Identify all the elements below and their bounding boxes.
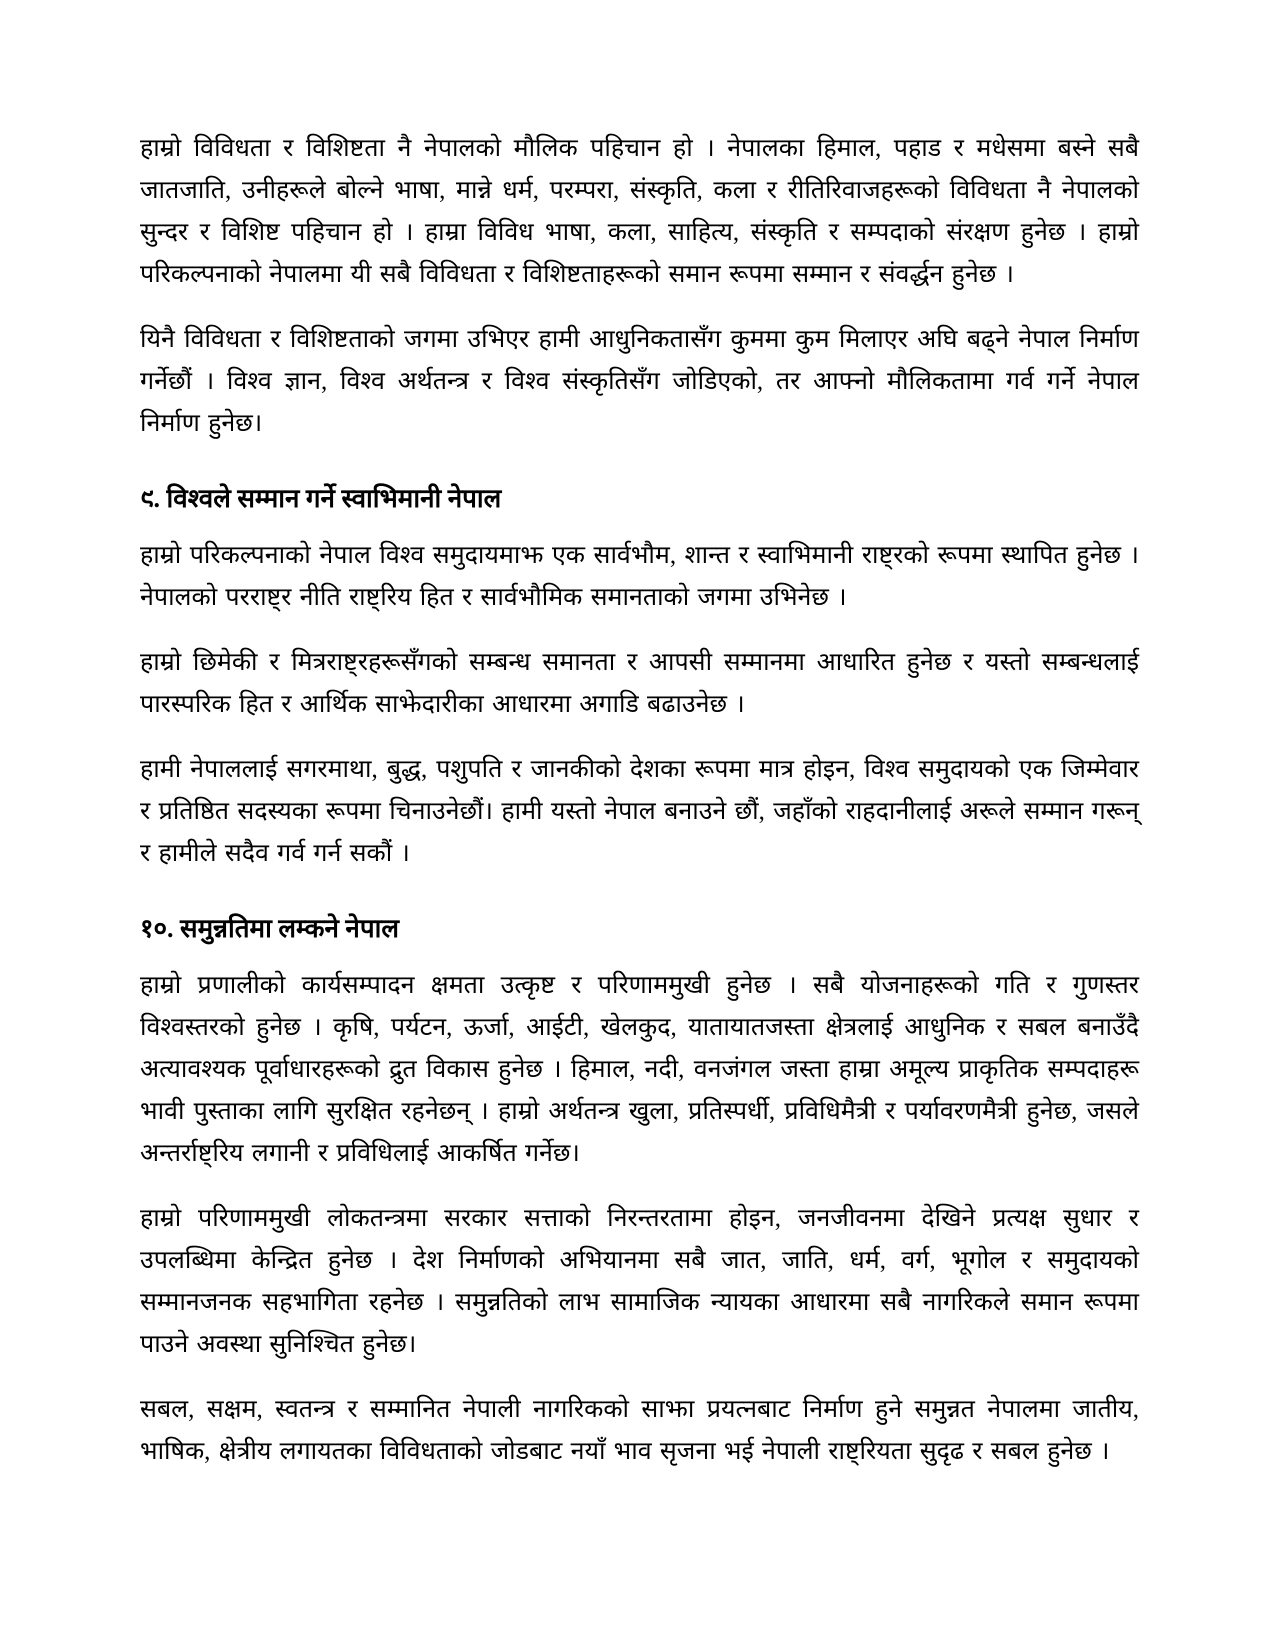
paragraph-diversity-identity: हाम्रो विविधता र विशिष्टता नै नेपालको मौलिक पहिचान हो । नेपालका हिमाल, पहाड र मधेसमा बस्ने सबै जातजाति, उनीहरूले बोल्ने भाषा, मान्ने धर्म, परम्परा, संस्कृति, कला र रीतिरिवाजहरूको विविधता नै नेपालको सुन्दर र विशिष्ट पहिचान हो । हाम्रा विविध भाषा, कला, साहित्य, संस्कृति र सम्पदाको संरक्षण हुनेछ । हाम्रो परिकल्पनाको नेपालमा यी सबै विविधता र विशिष्टताहरूको समान रूपमा सम्मान र संवर्द्धन हुनेछ । xyxy=(140,135,1139,288)
paragraph-modern-nepal: यिनै विविधता र विशिष्टताको जगमा उभिएर हामी आधुनिकतासँग कुममा कुम मिलाएर अघि बढ्ने नेपाल निर्माण गर्नेछौं । विश्व ज्ञान, विश्व अर्थतन्त्र र विश्व संस्कृतिसँग जोडिएको, तर आफ्नो मौलिकतामा गर्व गर्ने नेपाल निर्माण हुनेछ। xyxy=(140,326,1139,437)
paragraph-result-democracy: हाम्रो परिणाममुखी लोकतन्त्रमा सरकार सत्ताको निरन्तरतामा होइन, जनजीवनमा देखिने प्रत्यक्ष सुधार र उपलब्धिमा केन्द्रित हुनेछ । देश निर्माणको अभियानमा सबै जात, जाति, धर्म, वर्ग, भूगोल र समुदायको सम्मानजनक सहभागिता रहनेछ । समुन्नतिको लाभ सामाजिक न्यायका आधारमा सबै नागरिकले समान रूपमा पाउने अवस्था सुनिश्चित हुनेछ। xyxy=(140,1205,1139,1358)
paragraph-national-unity: सबल, सक्षम, स्वतन्त्र र सम्मानित नेपाली नागरिकको साझा प्रयत्नबाट निर्माण हुने समुन्नत नेपालमा जातीय, भाषिक, क्षेत्रीय लगायतका विविधताको जोडबाट नयाँ भाव सृजना भई नेपाली राष्ट्रियता सुदृढ र सबल हुनेछ । xyxy=(140,1396,1139,1465)
paragraph-performance-infra: हाम्रो प्रणालीको कार्यसम्पादन क्षमता उत्कृष्ट र परिणाममुखी हुनेछ । सबै योजनाहरूको गति र गुणस्तर विश्वस्तरको हुनेछ । कृषि, पर्यटन, ऊर्जा, आईटी, खेलकुद, यातायातजस्ता क्षेत्रलाई आधुनिक र सबल बनाउँदै अत्यावश्यक पूर्वाधारहरूको द्रुत विकास हुनेछ । हिमाल, नदी, वनजंगल जस्ता हाम्रा अमूल्य प्राकृतिक सम्पदाहरू भावी पुस्ताका लागि सुरक्षित रहनेछन् । हाम्रो अर्थतन्त्र खुला, प्रतिस्पर्धी, प्रविधिमैत्री र पर्यावरणमैत्री हुनेछ, जसले अन्तर्राष्ट्रिय लगानी र प्रविधिलाई आकर्षित गर्नेछ। xyxy=(140,972,1139,1167)
document-body xyxy=(140,128,1139,1473)
paragraph-global-identity: हामी नेपाललाई सगरमाथा, बुद्ध, पशुपति र जानकीको देशका रूपमा मात्र होइन, विश्व समुदायको एक जिम्मेवार र प्रतिष्ठित सदस्यका रूपमा चिनाउनेछौं। हामी यस्तो नेपाल बनाउने छौं, जहाँको राहदानीलाई अरूले सम्मान गरून् र हामीले सदैव गर्व गर्न सकौं । xyxy=(140,756,1139,867)
section-heading-9: ९. विश्वले सम्मान गर्ने स्वाभिमानी नेपाल xyxy=(140,484,502,513)
paragraph-sovereign-nation: हाम्रो परिकल्पनाको नेपाल विश्व समुदायमाझ एक सार्वभौम, शान्त र स्वाभिमानी राष्ट्रको रूपमा स्थापित हुनेछ । नेपालको परराष्ट्र नीति राष्ट्रिय हित र सार्वभौमिक समानताको जगमा उभिनेछ । xyxy=(140,542,1139,611)
paragraph-neighbor-relations: हाम्रो छिमेकी र मित्रराष्ट्रहरूसँगको सम्बन्ध समानता र आपसी सम्मानमा आधारित हुनेछ र यस्तो सम्बन्धलाई पारस्परिक हित र आर्थिक साझेदारीका आधारमा अगाडि बढाउनेछ । xyxy=(140,649,1139,718)
section-heading-10: १०. समुन्नतिमा लम्कने नेपाल xyxy=(140,914,399,943)
